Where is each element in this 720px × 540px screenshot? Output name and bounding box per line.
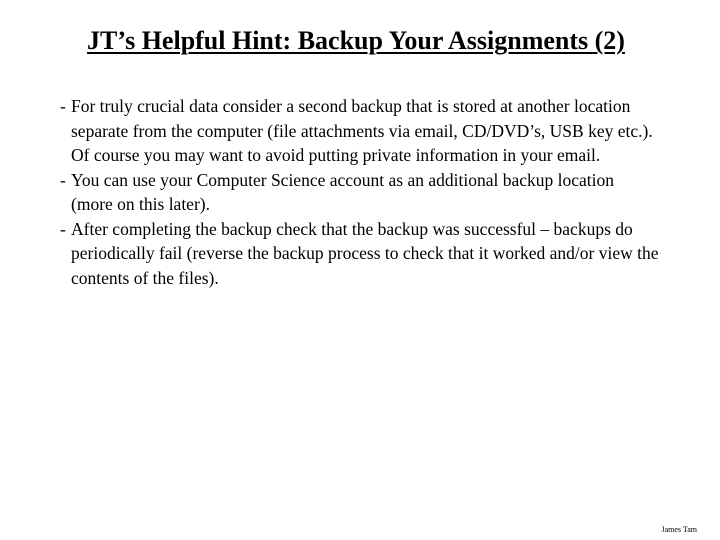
bullet-item: [60, 94, 660, 168]
bullet-marker: -: [60, 218, 66, 239]
footer-author: James Tam: [661, 525, 697, 534]
bullet-text: You can use your Computer Science account as an additional backup location (more on this later).: [71, 169, 615, 214]
bullet-text: For truly crucial data consider a second backup that is stored at another location separate from the computer (file attachments via email, CD/DVD’s, USB key etc.). Of course you may want to avoid putting private information in your email.: [71, 96, 653, 165]
slide-title: JT’s Helpful Hint: Backup Your Assignments (2): [87, 26, 625, 55]
bullet-item: [60, 168, 660, 217]
bullet-item: [60, 217, 660, 291]
bullet-list: [60, 94, 660, 290]
bullet-marker: -: [60, 96, 66, 116]
bullet-text: After completing the backup check that the backup was successful – backups do periodically fail (reverse the backup process to check that it worked and/or view the contents of the files).: [71, 218, 659, 288]
bullet-marker: -: [60, 169, 66, 190]
